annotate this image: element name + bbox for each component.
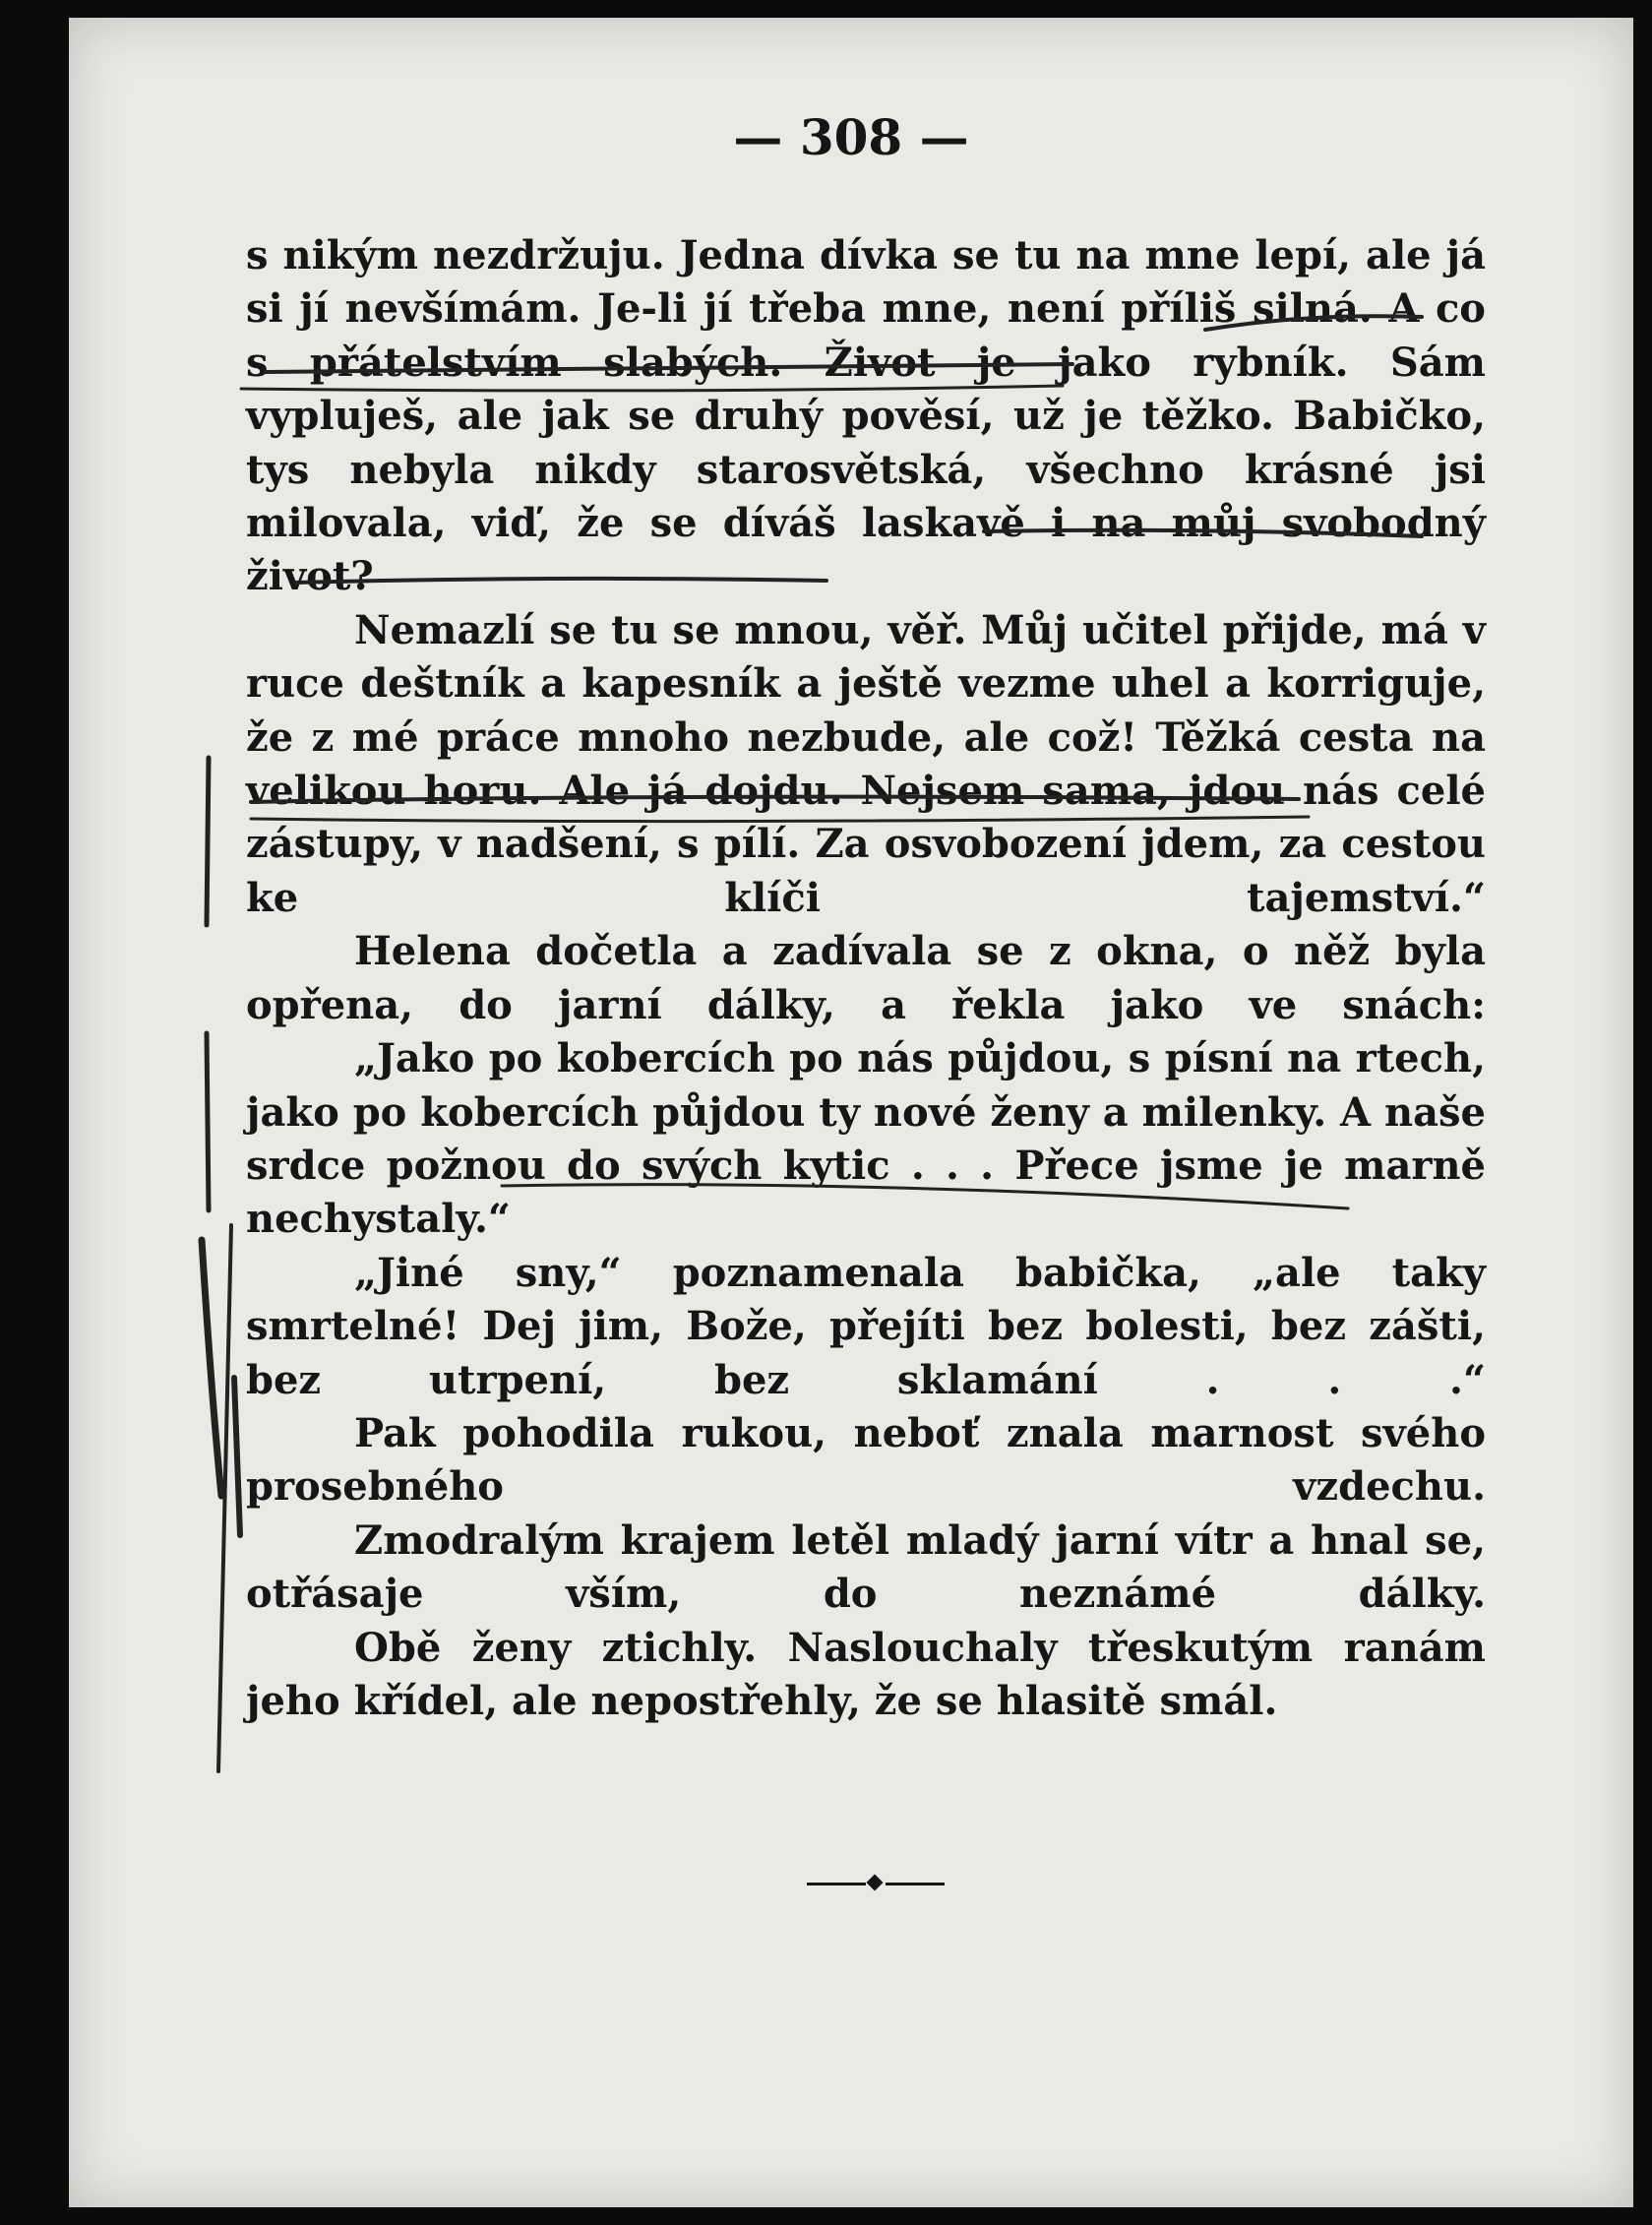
paragraph: Zmodralým krajem letěl mladý jarní vítr a hnal se, otřásaje vším, do neznámé dálky. [246, 1516, 1486, 1618]
paragraph: „Jako po kobercích po nás půjdou, s písní na rtech, jako po kobercích půjdou ty nové ženy a milenky. A naše srdce požnou do svých kytic . . . Přece jsme je marně nechystaly.“ [246, 1035, 1486, 1243]
ornament-line [807, 1883, 866, 1885]
body-text [246, 229, 1486, 1728]
ornament-line [886, 1883, 945, 1885]
book-page [69, 18, 1633, 2207]
paragraph: „Jiné sny,“ poznamenala babička, „ale taky smrtelné! Dej jim, Bože, přejíti bez bolesti, bez zášti, bez utrpení, bez sklamání . . .“ [246, 1249, 1486, 1403]
end-ornament [807, 1881, 945, 1886]
ornament-diamond [867, 1875, 884, 1891]
paragraph: Obě ženy ztichly. Naslouchaly třeskutým ranám jeho křídel, ale nepostřehly, že se hlasitě smál. [246, 1624, 1486, 1724]
page-number: — 308 — [733, 108, 969, 166]
paragraph: s nikým nezdržuju. Jedna dívka se tu na mne lepí, ale já si jí nevšímám. Je-li jí třeba mne, není příliš silná. A co s přátelstvím slabých. Život je jako rybník. Sám vypluješ, ale jak se druhý pověsí, už je těžko. Babičko, tys nebyla nikdy starosvětská, všechno krásné jsi milovala, viď, že se díváš laskavě i na můj svobodný život? [246, 232, 1486, 600]
paragraph: Helena dočetla a zadívala se z okna, o něž byla opřena, do jarní dálky, a řekla jako ve snách: [246, 928, 1486, 1028]
paragraph: Nemazlí se tu se mnou, věř. Můj učitel přijde, má v ruce deštník a kapesník a ještě vezme uhel a korriguje, že z mé práce mnoho nezbude, ale což! Těžká cesta na velikou horu. Ale já dojdu. Nejsem sama, jdou nás celé zástupy, v nadšení, s pílí. Za osvobození jdem, za cestou ke klíči tajemství.“ [246, 606, 1486, 921]
paragraph: Pak pohodila rukou, neboť znala marnost svého prosebného vzdechu. [246, 1409, 1486, 1511]
